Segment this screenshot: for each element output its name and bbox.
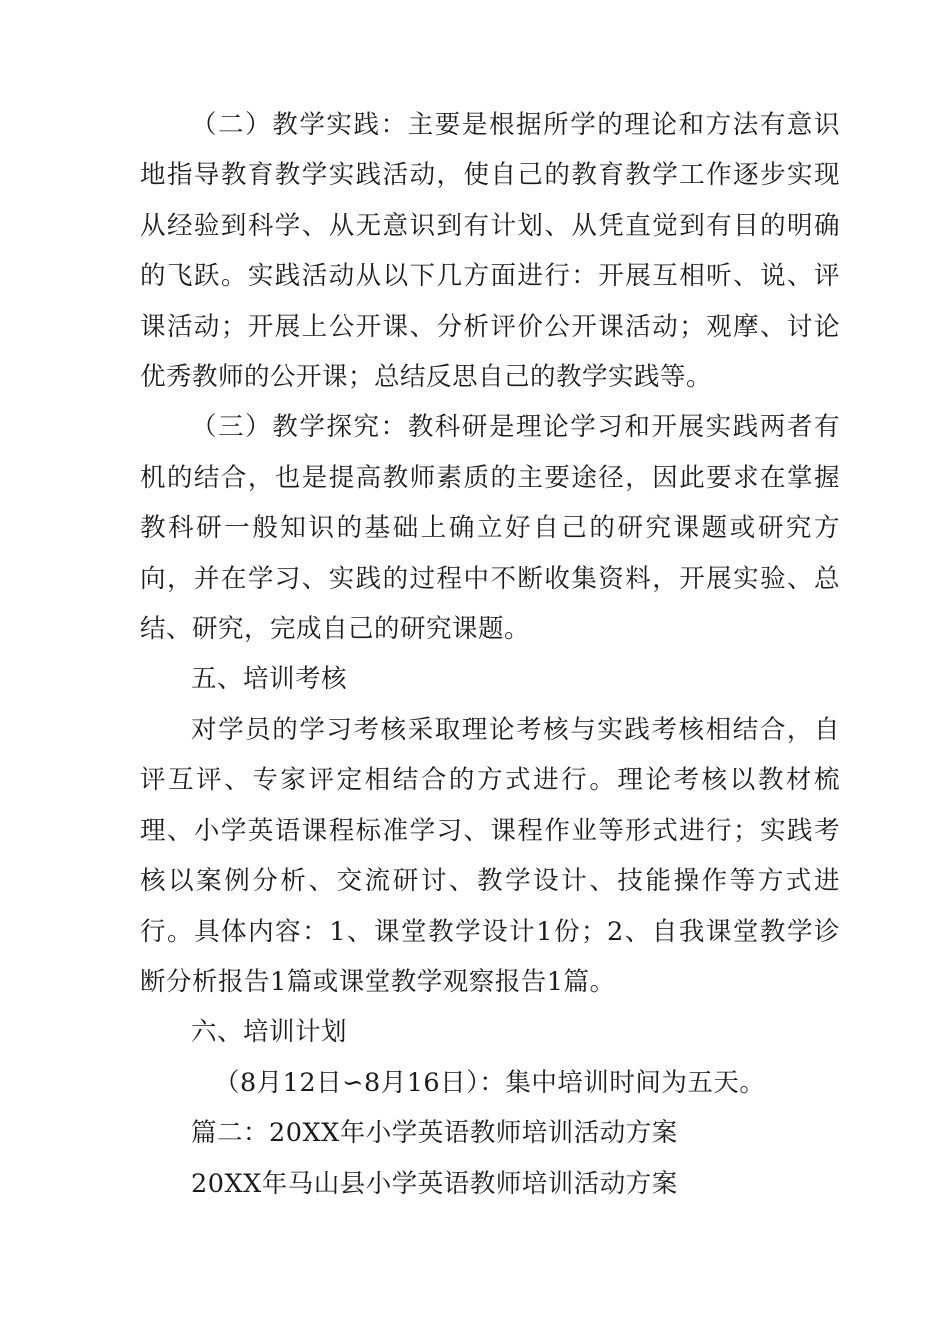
paragraph-training-dates: （8月12日∽8月16日）：集中培训时间为五天。 — [213, 1067, 766, 1098]
heading-training-assessment: 五、培训考核 — [191, 664, 348, 695]
heading-part-two: 篇二：20XX年小学英语教师培训活动方案 — [191, 1118, 678, 1149]
paragraph-assessment-details: 对学员的学习考核采取理论考核与实践考核相结合，自评互评、专家评定相结合的方式进行。理论考核以教材梳理、小学英语课程标准学习、课程作业等形式进行；实践考核以案例分析、交流研讨、教学设计、技能操作等方式进行。具体内容：1、课堂教学设计1份；2、自我课堂教学诊断分析报告1篇或课堂教学观察报告1篇。 — [140, 714, 840, 997]
heading-mashan-plan: 20XX年马山县小学英语教师培训活动方案 — [191, 1168, 678, 1199]
paragraph-teaching-practice: （二）教学实践：主要是根据所学的理论和方法有意识地指导教育教学实践活动，使自己的教育教学工作逐步实现从经验到科学、从无意识到有计划、从凭直觉到有目的明确的飞跃。实践活动从以下几方面进行：开展互相听、说、评课活动；开展上公开课、分析评价公开课活动；观摩、讨论优秀教师的公开课；总结反思自己的教学实践等。 — [140, 110, 840, 393]
heading-training-plan: 六、培训计划 — [191, 1017, 348, 1048]
paragraph-teaching-research: （三）教学探究：教科研是理论学习和开展实践两者有机的结合，也是提高教师素质的主要途径，因此要求在掌握教科研一般知识的基础上确立好自己的研究课题或研究方向，并在学习、实践的过程中不断收集资料，开展实验、总结、研究，完成自己的研究课题。 — [140, 412, 840, 645]
document-body — [140, 100, 840, 1209]
